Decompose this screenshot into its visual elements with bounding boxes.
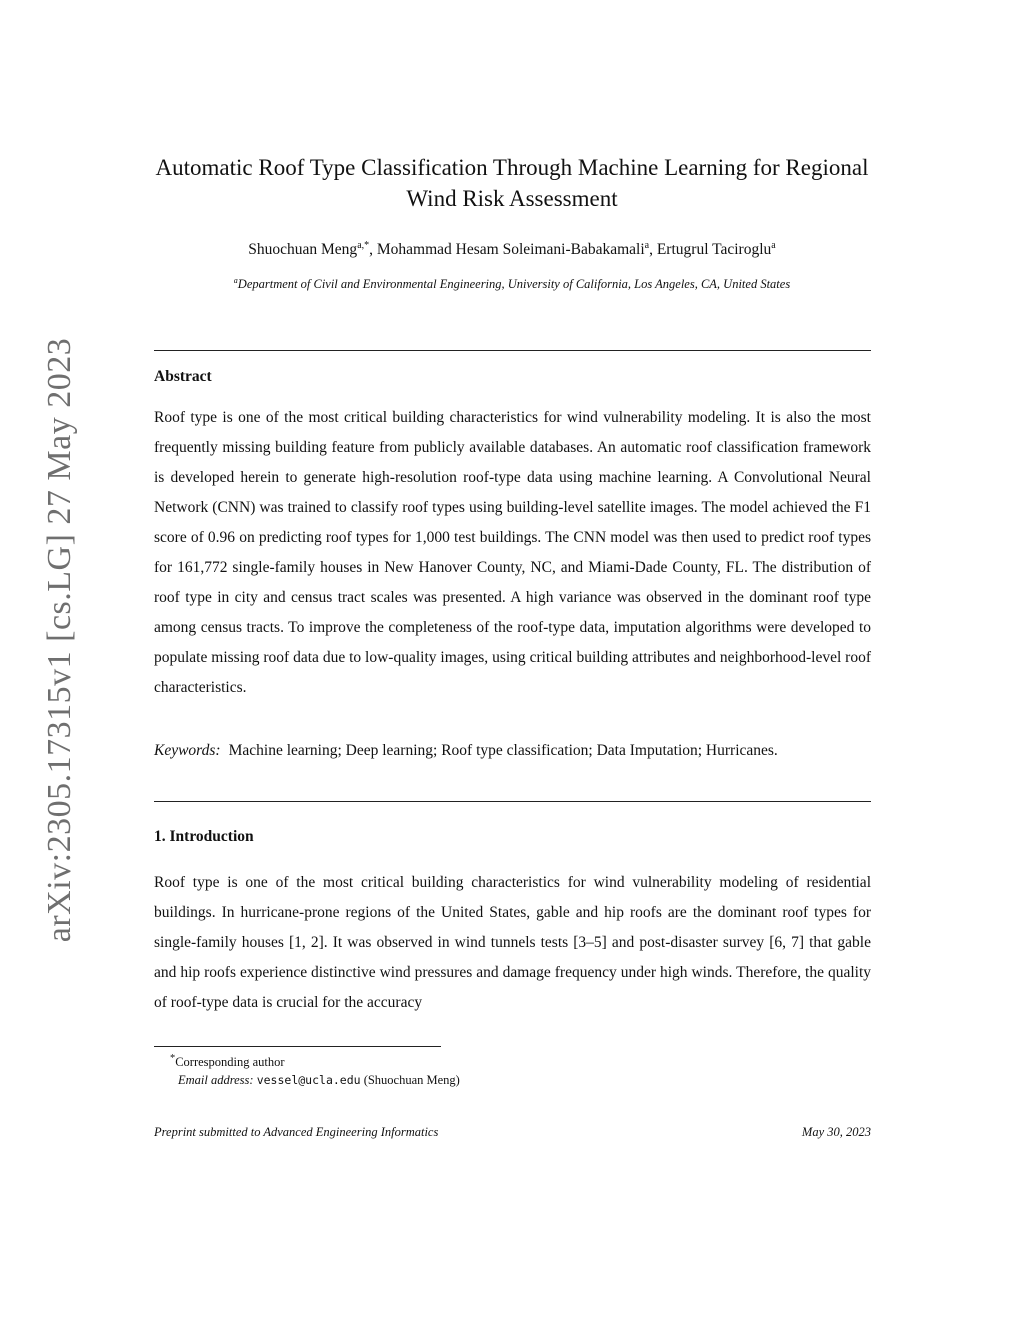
arxiv-id: arXiv:2305.17315v1 [cs.LG] 27 May 2023 xyxy=(41,337,78,943)
bottom-rule xyxy=(154,801,871,802)
author-list: Shuochuan Meng$^{a,*}$, Mohammad Hesam Soleimani-Babakamali$^a$, Ertugrul Taciroglu$^a$ xyxy=(248,240,776,259)
top-rule xyxy=(154,350,871,351)
abstract-heading: Abstract xyxy=(154,368,212,385)
email-address[interactable]: vessel@ucla.edu xyxy=(256,1073,361,1088)
introduction-heading: 1. Introduction xyxy=(154,828,254,845)
author-name: Mohammad Hesam Soleimani-Babakamali xyxy=(376,241,645,259)
page-footer xyxy=(154,1125,871,1140)
paper-title: Automatic Roof Type Classification Through Machine Learning for Regional Wind Risk Assessment xyxy=(155,155,869,211)
corresponding-label: Corresponding author xyxy=(175,1055,285,1070)
author-superscript: a xyxy=(644,240,650,251)
author-superscript: a,* xyxy=(357,240,370,251)
footnote-rule xyxy=(154,1046,441,1047)
author-name: Ertugrul Taciroglu xyxy=(656,241,772,259)
footer-journal: Preprint submitted to Advanced Engineering Informatics xyxy=(154,1125,439,1139)
footnote-marker: * xyxy=(170,1053,176,1064)
author-name: Shuochuan Meng xyxy=(248,241,358,259)
author-superscript: a xyxy=(771,240,776,251)
keywords-label: Keywords: xyxy=(154,742,221,759)
affiliation-text: Department of Civil and Environmental Engineering, University of California, Los Angeles, CA, United States xyxy=(237,277,791,292)
introduction-text: Roof type is one of the most critical building characteristics for wind vulnerability modeling of residential buildings. In hurricane-prone regions of the United States, gable and hip roofs are the dominant roof types for single-family houses [1, 2]. It was observed in wind tunnels tests [3–5] and post-disaster survey [6, 7] that gable and hip roofs experience distinctive wind pressures and damage frequency under high winds. Therefore, the quality of roof-type data is crucial for the accuracy xyxy=(154,874,871,1011)
email-owner: (Shuochuan Meng) xyxy=(363,1073,460,1088)
keywords-text: Machine learning; Deep learning; Roof type classification; Data Imputation; Hurricanes. xyxy=(228,742,778,759)
footnote xyxy=(170,1050,460,1089)
footer-date: May 30, 2023 xyxy=(801,1125,871,1139)
corresponding-author-note xyxy=(170,1050,460,1071)
email-line xyxy=(170,1071,460,1089)
affiliation-marker: a xyxy=(233,276,238,285)
email-label: Email address: xyxy=(178,1073,254,1088)
keywords xyxy=(154,736,871,766)
abstract-text: Roof type is one of the most critical building characteristics for wind vulnerability modeling. It is also the most frequently missing building feature from publicly available databases. An automatic roof classification framework is developed herein to generate high-resolution roof-type data using machine learning. A Convolutional Neural Network (CNN) was trained to classify roof types using building-level satellite images. The model achieved the F1 score of 0.96 on predicting roof types for 1,000 test buildings. The CNN model was then used to predict roof types for 161,772 single-family houses in New Hanover County, NC, and Miami-Dade County, FL. The distribution of roof type in city and census tract scales was presented. A high variance was observed in the dominant roof type among census tracts. To improve the completeness of the roof-type data, imputation algorithms were developed to populate missing roof data due to low-quality images, using critical building attributes and neighborhood-level roof characteristics. xyxy=(154,409,871,696)
affiliation xyxy=(120,276,904,292)
